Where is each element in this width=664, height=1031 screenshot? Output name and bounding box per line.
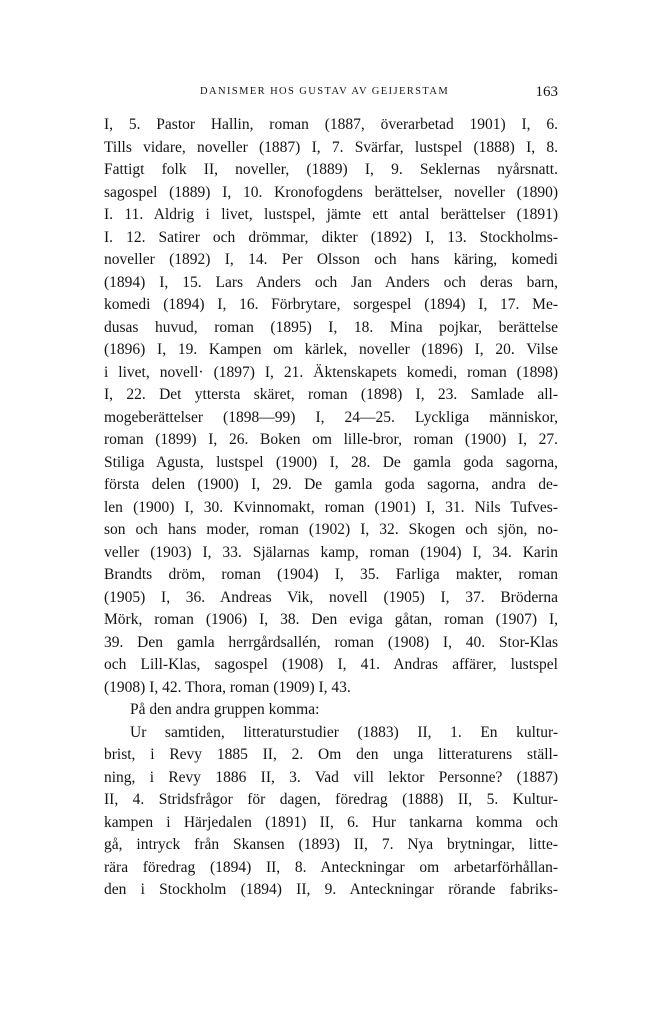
- text-line: Ur samtiden, litteraturstudier (1883) II, 1. En kultur-: [130, 723, 558, 741]
- text-line: I. 11. Aldrig i livet, lustspel, jämte ett antal berättelser (1891): [104, 206, 558, 223]
- text-line: I, 22. Det yttersta skäret, roman (1898) I, 23. Samlade all-: [104, 386, 558, 403]
- text-line: son och hans moder, roman (1902) I, 32. Skogen och sjön, no-: [104, 521, 558, 538]
- text-line: den i Stockholm (1894) II, 9. Anteckningar rörande fabriks-: [104, 881, 558, 898]
- running-header: [104, 86, 558, 106]
- text-line: kampen i Härjedalen (1891) II, 6. Hur tankarna komma och: [104, 813, 558, 831]
- text-line: noveller (1892) I, 14. Per Olsson och hans käring, komedi: [104, 251, 558, 268]
- text-line: gå, intryck från Skansen (1893) II, 7. Nya brytningar, litte-: [104, 836, 558, 853]
- text-line: rära föredrag (1894) II, 8. Anteckningar om arbetarförhållan-: [104, 858, 558, 876]
- text-line: dusas huvud, roman (1895) I, 18. Mina pojkar, berättelse: [104, 318, 558, 336]
- body-text: [104, 114, 558, 902]
- text-line: Fattigt folk II, noveller, (1889) I, 9. Seklernas nyårsnatt.: [104, 161, 558, 178]
- text-line: mogeberättelser (1898—99) I, 24—25. Lyckliga människor,: [104, 408, 558, 426]
- page-number: 163: [535, 84, 558, 100]
- text-line: 39. Den gamla herrgårdsallén, roman (1908) I, 40. Stor-Klas: [104, 633, 558, 651]
- text-line: (1894) I, 15. Lars Anders och Jan Anders och deras barn,: [104, 273, 558, 291]
- text-line: Stiliga Agusta, lustspel (1900) I, 28. De gamla goda sagorna,: [104, 453, 558, 471]
- text-line: På den andra gruppen komma:: [130, 701, 320, 718]
- text-line: veller (1903) I, 33. Själarnas kamp, roman (1904) I, 34. Karin: [104, 543, 558, 561]
- text-line: I, 5. Pastor Hallin, roman (1887, överarbetad 1901) I, 6.: [104, 116, 558, 133]
- text-line: len (1900) I, 30. Kvinnomakt, roman (1901) I, 31. Nils Tufves-: [104, 498, 558, 516]
- text-line: första delen (1900) I, 29. De gamla goda sagorna, andra de-: [104, 476, 558, 493]
- text-line: brist, i Revy 1885 II, 2. Om den unga litteraturens ställ-: [104, 746, 558, 763]
- text-line: Mörk, roman (1906) I, 38. Den eviga gåtan, roman (1907) I,: [104, 611, 558, 628]
- text-line: II, 4. Stridsfrågor för dagen, föredrag (1888) II, 5. Kultur-: [104, 791, 558, 808]
- text-line: roman (1899) I, 26. Boken om lille-bror, roman (1900) I, 27.: [104, 431, 558, 448]
- text-line: och Lill-Klas, sagospel (1908) I, 41. Andras affärer, lustspel: [104, 656, 558, 673]
- text-line: (1908) I, 42. Thora, roman (1909) I, 43.: [104, 678, 351, 696]
- text-line: (1896) I, 19. Kampen om kärlek, noveller (1896) I, 20. Vilse: [104, 341, 558, 358]
- text-line: (1905) I, 36. Andreas Vik, novell (1905) I, 37. Bröderna: [104, 588, 558, 606]
- text-line: Brandts dröm, roman (1904) I, 35. Farliga makter, roman: [104, 566, 558, 583]
- text-line: sagospel (1889) I, 10. Kronofogdens berättelser, noveller (1890): [104, 183, 558, 201]
- text-line: komedi (1894) I, 16. Förbrytare, sorgespel (1894) I, 17. Me-: [104, 296, 558, 313]
- text-line: Tills vidare, noveller (1887) I, 7. Svärfar, lustspel (1888) I, 8.: [104, 138, 558, 156]
- text-line: i livet, novell· (1897) I, 21. Äktenskapets komedi, roman (1898): [104, 363, 558, 381]
- text-line: I. 12. Satirer och drömmar, dikter (1892) I, 13. Stockholms-: [104, 228, 558, 246]
- text-line: ning, i Revy 1886 II, 3. Vad vill lektor Personne? (1887): [104, 768, 558, 786]
- running-title: DANISMER HOS GUSTAV AV GEIJERSTAM: [200, 86, 450, 97]
